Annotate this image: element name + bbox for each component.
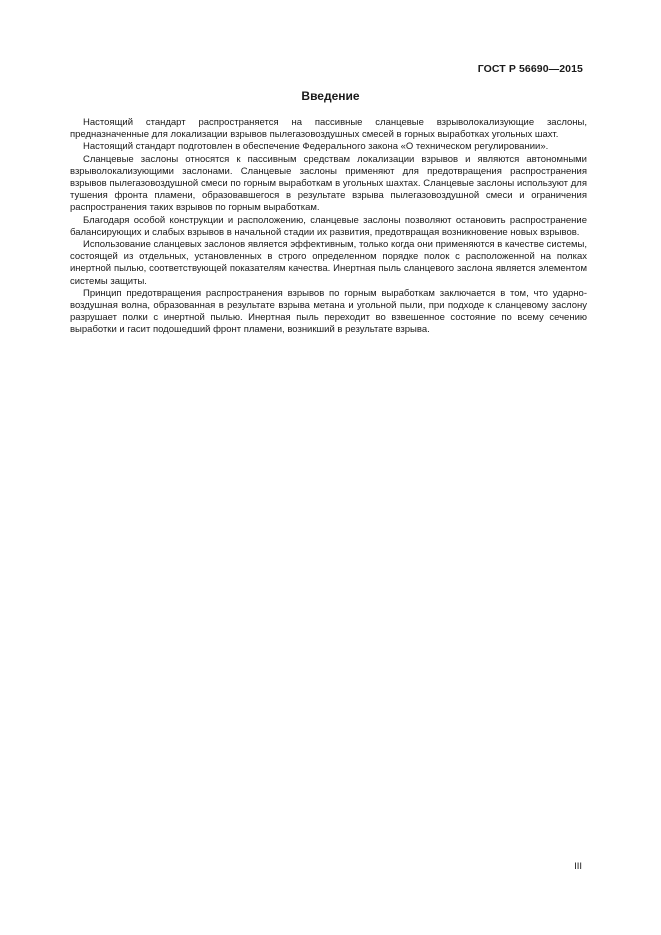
introduction-body xyxy=(70,117,587,337)
paragraph: Сланцевые заслоны относятся к пассивным средствам локализации взрывов и являются автономными взрыволокализующими заслонами. Сланцевые заслоны применяют для предотвращения распространения взрывов пылегазовоздушной смеси по горным выработкам в угольных шахтах. Сланцевые заслоны используют для тушения фронта пламени, образовавшегося в результате взрыва пылегазовоздушной смеси и ограничения распространения таких взрывов по горным выработкам. xyxy=(70,153,587,214)
paragraph: Принцип предотвращения распространения взрывов по горным выработкам заключается в том, что ударно-воздушная волна, образованная в результате взрыва метана и угольной пыли, при подходе к сланцевому заслону разрушает полки с инертной пылью. Инертная пыль переходит во взвешенное состояние по всему сечению выработки и гасит подошедший фронт пламени, возникший в результате взрыва. xyxy=(70,287,587,336)
paragraph: Настоящий стандарт подготовлен в обеспечение Федерального закона «О техническом регулировании». xyxy=(83,141,549,153)
paragraph: Настоящий стандарт распространяется на пассивные сланцевые взрыволокализующие заслоны, предназначенные для локализации взрывов пылегазовоздушных смесей в горных выработках угольных шахт. xyxy=(70,117,587,141)
paragraph: Благодаря особой конструкции и расположению, сланцевые заслоны позволяют остановить распространение балансирующих и слабых взрывов в начальной стадии их развития, предотвращая возникновение новых взрывов. xyxy=(70,214,587,238)
paragraph: Использование сланцевых заслонов является эффективным, только когда они применяются в качестве системы, состоящей из отдельных, установленных в строго определенном порядке полок с расположенной на полках инертной пылью, соответствующей показателям качества. Инертная пыль сланцевого заслона является элементом системы защиты. xyxy=(70,239,587,287)
page-number: III xyxy=(574,861,582,872)
document-code: ГОСТ Р 56690—2015 xyxy=(477,63,583,75)
section-title: Введение xyxy=(301,89,360,103)
